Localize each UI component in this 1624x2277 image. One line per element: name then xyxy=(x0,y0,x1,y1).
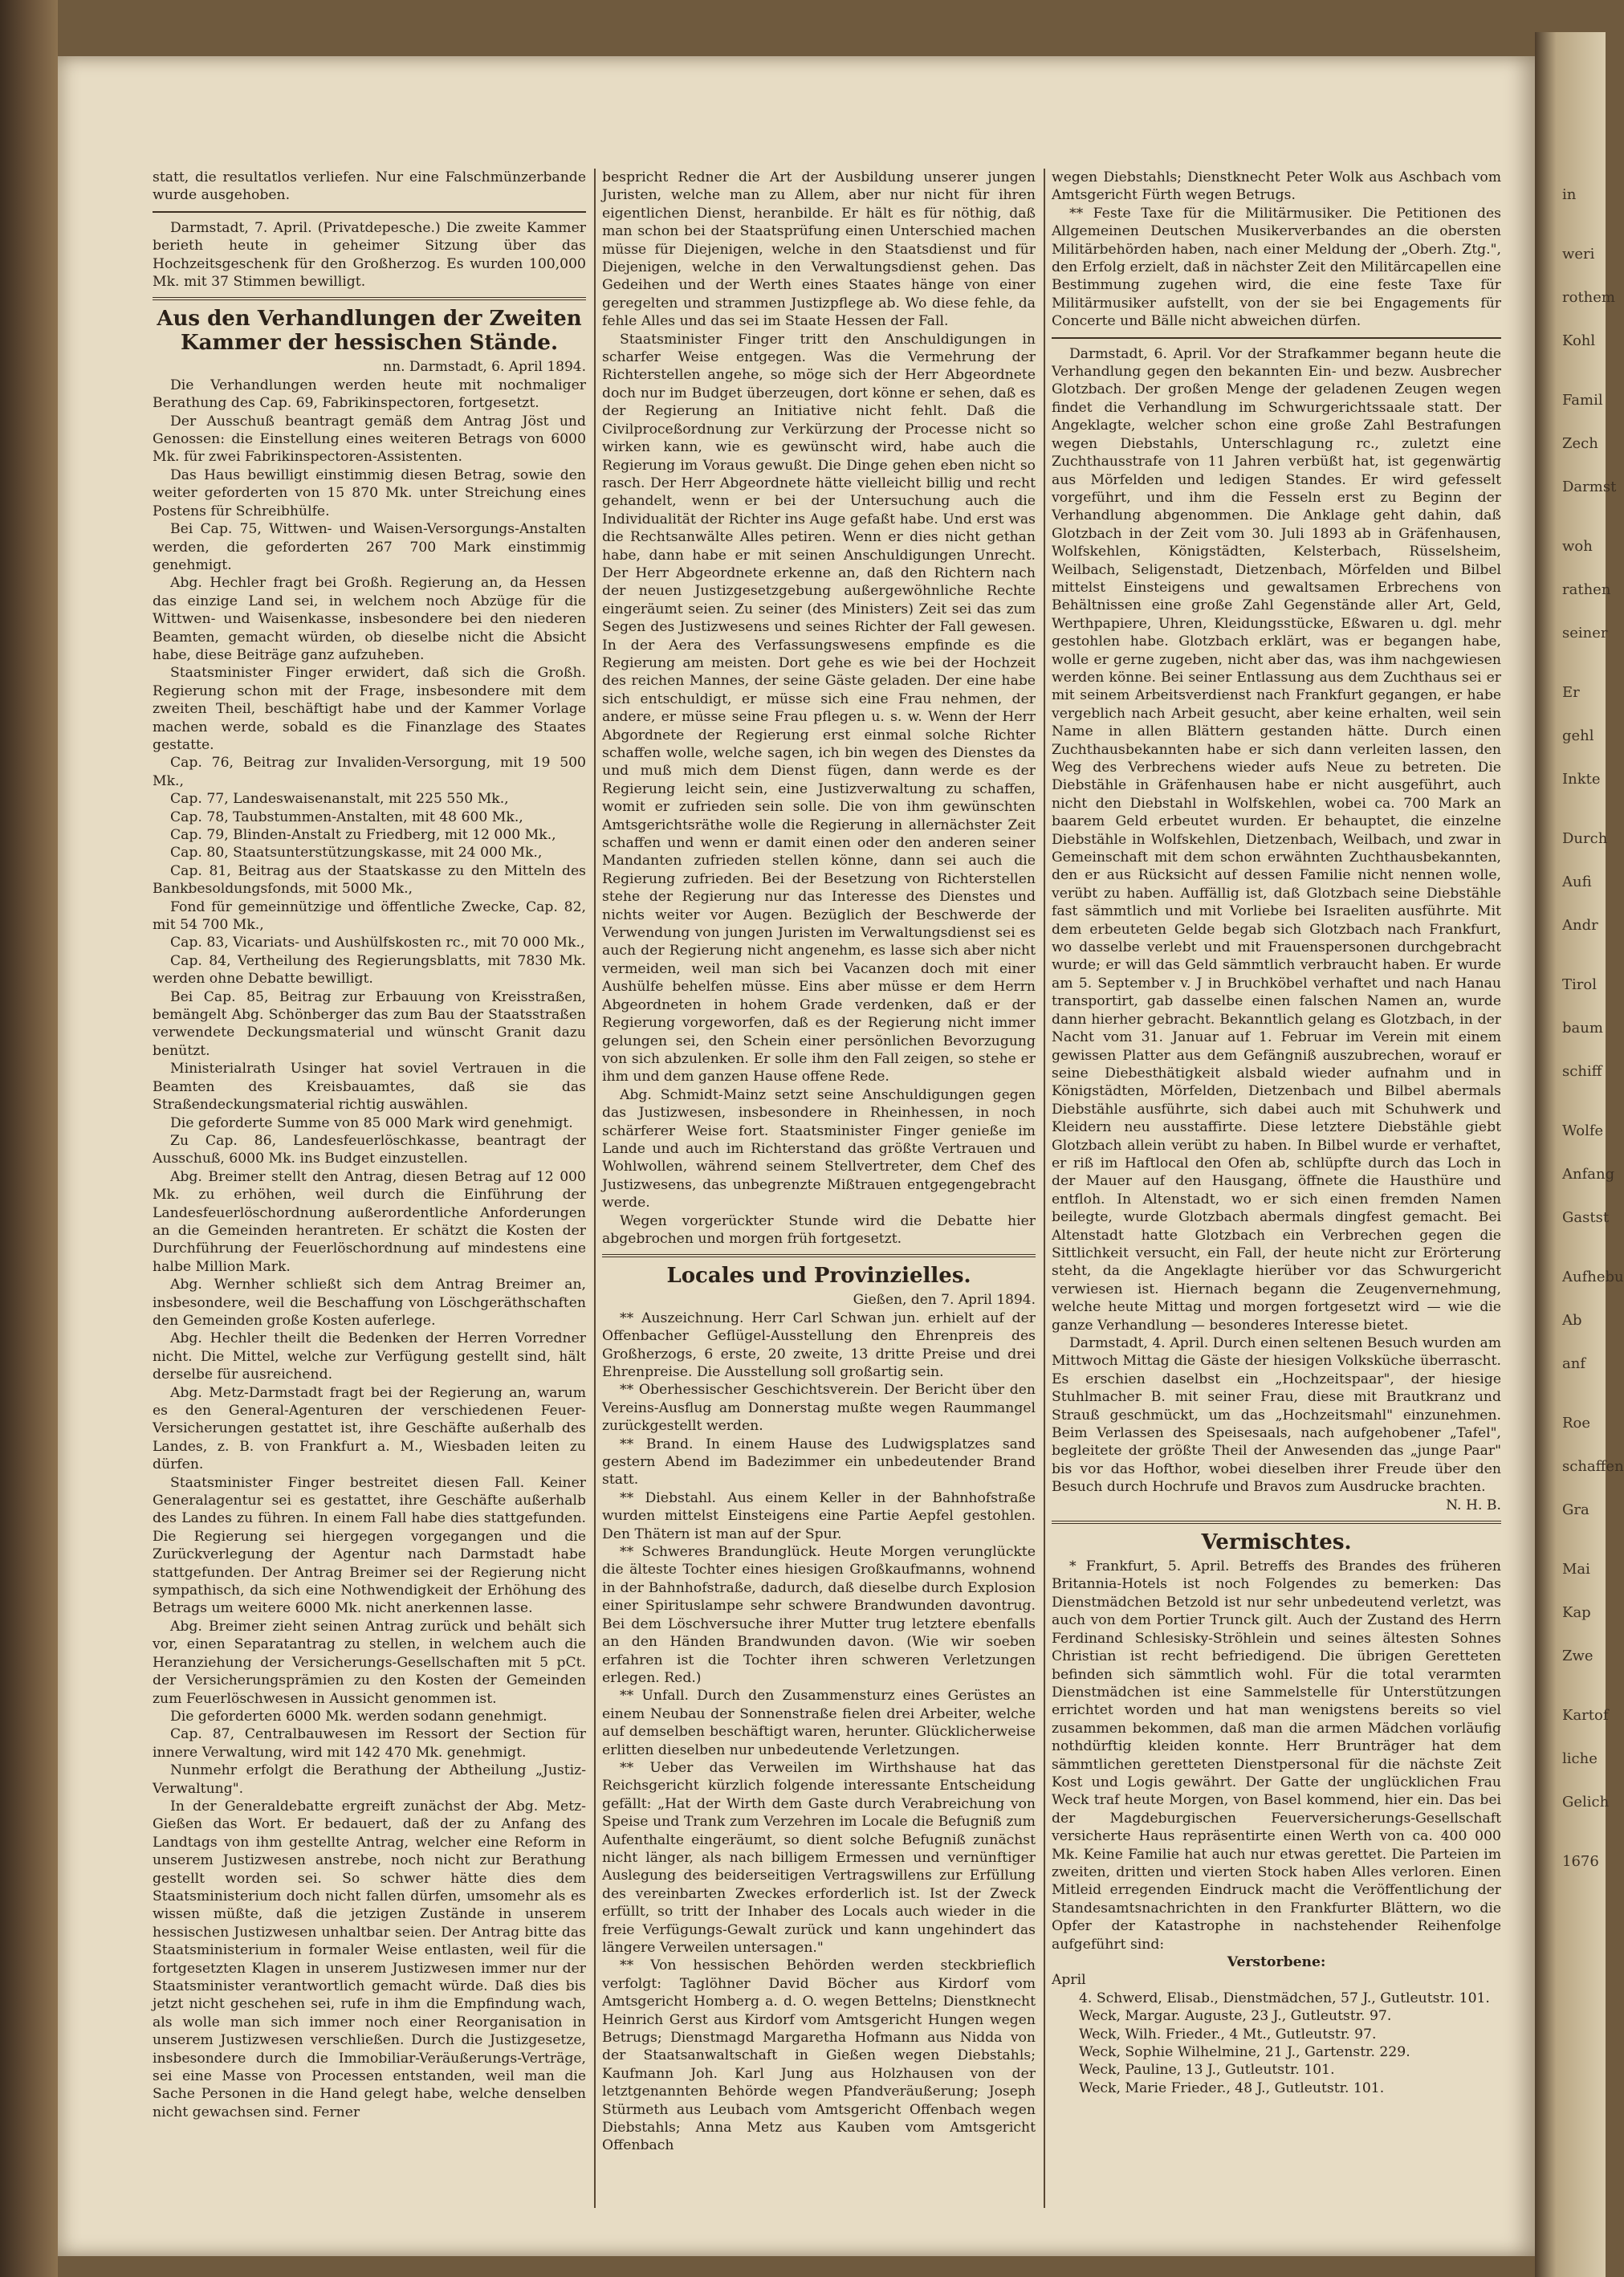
death-entry: Weck, Margar. Auguste, 23 J., Gutleutstr. 97. xyxy=(1079,2008,1392,2025)
col1-paragraph: Abg. Breimer zieht seinen Antrag zurück und behält sich vor, einen Separatantrag zu stellen, in welchem auch die Heranziehung der Versicherungs-Gesellschaften mit 5 pCt. der Versicherungsprämien zu den Kosten der Gemeinden zum Feuerlöschwesen in Aussicht genommen ist. xyxy=(153,1618,586,1707)
col2-news-item: ** Von hessischen Behörden werden steckbrieflich verfolgt: Taglöhner David Böcher aus Kirdorf vom Amtsgericht Homberg a. d. O. wegen Bettelns; Dienstknecht Heinrich Gerst aus Kirdorf vom Amtsgericht Hungen wegen Betrugs; Dienstmagd Margaretha Hofmann aus Nidda von der Staatsanwaltschaft in Gießen wegen Diebstahls; Kaufmann Joh. Karl Jung aus Holzhausen von der letztgenannten Behörde wegen Pfandveräußerung; Joseph Stürmeth aus Leubach vom Amtsgericht Offenbach wegen Diebstahls; Anna Metz aus Kauben vom Amtsgericht Offenbach xyxy=(602,1957,1036,2154)
col1-paragraph: Cap. 78, Taubstummen-Anstalten, mit 48 600 Mk., xyxy=(170,809,523,825)
col1-paragraph: Staatsminister Finger bestreitet diesen Fall. Keiner Generalagentur sei es gestattet, ihre Geschäfte außerhalb des Landes zu führen. In einem Fall habe dies stattgefunden. Die Regierung sei hiergegen vorgegangen und die Zurückverlegung der Agentur nach Darmstadt habe stattgefunden. Der Antrag Breimer sei der Regierung nicht sympathisch, da sich eine Nothwendigkeit der Erhöhung des Betrags um weitere 6000 Mk. nicht anerkennen lasse. xyxy=(153,1474,586,1617)
deaths-month: April xyxy=(1052,1972,1086,1989)
next-page-fragment: rothem xyxy=(1562,289,1615,306)
next-page-fragment: Mai xyxy=(1562,1561,1590,1578)
col1-paragraph: Fond für gemeinnützige und öffentliche Zwecke, Cap. 82, mit 54 700 Mk., xyxy=(153,898,586,934)
col1-paragraph: Ministerialrath Usinger hat soviel Vertrauen in die Beamten des Kreisbauamtes, daß sie das Straßendeckungsmaterial richtig auswählen. xyxy=(153,1061,586,1114)
next-page-fragment: schaffen xyxy=(1562,1458,1624,1475)
next-page-fragment: seiner xyxy=(1562,625,1608,642)
col1-paragraph: Abg. Metz-Darmstadt fragt bei der Regierung an, warum es den General-Agenturen der verschiedenen Feuer-Versicherungen gestattet ist, ihre Geschäfte außerhalb des Landes, z. B. von Frankfurt a. M., Wiesbaden leiten zu dürfen. xyxy=(153,1384,586,1473)
next-page-fragment: Famil xyxy=(1562,392,1603,409)
col1-paragraph: Abg. Breimer stellt den Antrag, diesen Betrag auf 12 000 Mk. zu erhöhen, weil durch die Einführung der Landesfeuerlöschordnung außerordentliche Anforderungen an die Gemeinden herantreten. Er schätzt die Kosten der Durchführung der Feuerlöschordnung auf mindestens eine halbe Million Mark. xyxy=(153,1168,586,1275)
col2-paragraph: Abg. Schmidt-Mainz setzt seine Anschuldigungen gegen das Justizwesen, insbesondere in Rheinhessen, in noch schärferer Weise fort. Staatsminister Finger genieße im Lande und auch im Richterstand das größte Vertrauen und Wohlwollen, während seinem Stellvertreter, dem Chef des Justizwesens, das unbegrenzte Mißtrauen entgegengebracht werde. xyxy=(602,1086,1036,1212)
col2-dateline: Gießen, den 7. April 1894. xyxy=(853,1292,1036,1309)
death-entry: 4. Schwerd, Elisab., Dienstmädchen, 57 J., Gutleutstr. 101. xyxy=(1079,1990,1490,2006)
col1-paragraph: Die Verhandlungen werden heute mit nochmaliger Berathung des Cap. 69, Fabrikinspectoren, fortgesetzt. xyxy=(153,377,586,412)
col1-paragraph: Zu Cap. 86, Landesfeuerlöschkasse, beantragt der Ausschuß, 6000 Mk. ins Budget einzustellen. xyxy=(153,1132,586,1167)
next-page-fragment: Kartof xyxy=(1562,1707,1609,1724)
column-3 xyxy=(1052,169,1501,2208)
next-page-fragment: in xyxy=(1562,186,1577,203)
next-page-fragment: Gelich xyxy=(1562,1794,1610,1811)
next-page-fragment: schiff xyxy=(1562,1063,1602,1080)
next-page-fragment: gehl xyxy=(1562,727,1594,744)
next-page-fragment: Anfang xyxy=(1562,1166,1615,1183)
col1-paragraph: Cap. 79, Blinden-Anstalt zu Friedberg, mit 12 000 Mk., xyxy=(170,827,556,843)
next-page-fragment: Kap xyxy=(1562,1604,1591,1621)
col1-paragraph: Abg. Wernher schließt sich dem Antrag Breimer an, insbesondere, weil die Beschaffung von Löschgeräthschaften den Gemeinden große Kosten auferlege. xyxy=(153,1277,586,1329)
next-page-fragment: woh xyxy=(1562,538,1593,555)
col1-paragraph: Cap. 87, Centralbauwesen im Ressort der Section für innere Verwaltung, wird mit 142 470 Mk. genehmigt. xyxy=(153,1726,586,1761)
col1-paragraph: Abg. Hechler theilt die Bedenken der Herren Vorredner nicht. Die Mittel, welche zur Verfügung gestellt sind, hält derselbe für ausreichend. xyxy=(153,1330,586,1383)
col2-paragraph: bespricht Redner die Art der Ausbildung unserer jungen Juristen, welche man zu Allem, aber nur nicht für ihren eigentlichen Dienst, heranbilde. Er hält es für nöthig, daß man schon bei der Staatsprüfung einen Unterschied machen müsse für Diejenigen, welche in den Staatsdienst und für Diejenigen, welche in den Verwaltungsdienst gehen. Das Gedeihen und der Werth eines Staates hänge von einer geregelten und strammen Justizpflege ab. Wo diese fehle, da fehle Alles und das sei im Staate Hessen der Fall. xyxy=(602,169,1036,330)
col1-paragraph: Staatsminister Finger erwidert, daß sich die Großh. Regierung schon mit der Frage, insbesondere mit dem zweiten Theil, beschäftigt habe und der Kammer Vorlage machen werde, sobald es die Finanzlage des Staates gestatte. xyxy=(153,665,586,753)
col1-paragraph: Die geforderten 6000 Mk. werden sodann genehmigt. xyxy=(170,1708,547,1725)
next-page-fragment: Darmst xyxy=(1562,479,1617,495)
col2-paragraph: Staatsminister Finger tritt den Anschuldigungen in scharfer Weise entgegen. Was die Vermehrung der Richterstellen angehe, so möge sich der Herr Abgeordnete doch nur im Budget überzeugen, dort könne er sehen, daß es der Regierung an Initiative nicht fehlt. Daß die Civilproceßordnung zur Verkürzung der Processe nicht so wirken kann, wie es gewünscht wird, habe auch die Regierung im Voraus gewußt. Die Dinge gehen eben nicht so rasch. Der Herr Abgeordnete hätte vielleicht billig und recht gehandelt, wenn er bei der Untersuchung auch die Individualität der Richter ins Auge gefaßt habe. Und erst was die Rechtsanwälte Alles petiren. Wenn er dies nicht gethan habe, dann habe er mit seinen Anschuldigungen Unrecht. Der Herr Abgeordnete erkenne an, daß den Richtern nach der neuen Justizgesetzgebung außergewöhnliche Rechte eingeräumt seien. Zu seiner (des Ministers) Zeit sei das zum Segen des Justizwesens und seines Richter der Fall gewesen. In der Aera des Verfassungswesens empfinde es die Regierung am meisten. Dort gehe es wie bei der Hochzeit des reichen Mannes, der seine Gäste geladen. Der eine habe sich entschuldigt, er müsse sich eine Frau nehmen, der andere, er müsse seine Frau pflegen u. s. w. Wenn der Herr Abgordnete der Regierung erst einmal solche Richter schaffen wolle, welche sagen, ich bin wegen des Dienstes da und muß mich dem Dienst fügen, dann werde es der Regierung leicht sein, eine Justizverwaltung zu schaffen, womit er zufrieden sein solle. Die von ihm gewünschten Amtsgerichtsräthe wolle die Regierung in allernächster Zeit schaffen und wenn er damit einen oder den anderen seiner Mandanten zufrieden stellen könne, dann sei auch die Regierung zufrieden. Bei der Besetzung von Richterstellen stehe der Regierung nur das Interesse des Dienstes und nichts weiter vor Augen. Bezüglich der Beschwerde der Verwendung von jungen Juristen im Verwaltungsdienst sei es auch der Regierung nicht angenehm, es lasse sich aber nicht vermeiden, weil man sich bei Vacanzen doch mit einer Aushülfe behelfen müsse. Eins aber müsse er dem Herrn Abgeordneten in hohem Grade verdenken, daß er der Regierung vorgeworfen, daß es der Regierung nicht immer gelungen sei, den Schein einer persönlichen Bevorzugung von sich abzulenken. Er solle ihm den Fall zeigen, so stehe er ihm und dem ganzen Hause offene Rede. xyxy=(602,331,1036,1086)
col1-intro: statt, die resultatlos verliefen. Nur eine Falschmünzerbande wurde ausgehoben. xyxy=(153,169,586,204)
col1-paragraph: Bei Cap. 75, Wittwen- und Waisen-Versorgungs-Anstalten werden, die geforderten 267 700 Mark einstimmig genehmigt. xyxy=(153,521,586,573)
next-page-fragment: Aufhebu xyxy=(1562,1269,1624,1285)
col1-paragraph: Abg. Hechler fragt bei Großh. Regierung an, da Hessen das einzige Land sei, in welchem noch Abzüge für die Wittwen- und Waisenkasse, insbesondere bei den niederen Beamten, gemacht würden, ob dieselbe nicht die Absicht habe, diese Beiträge ganz aufzuheben. xyxy=(153,575,586,663)
next-page-fragment: anf xyxy=(1562,1355,1585,1372)
col2-news-item: ** Brand. In einem Hause des Ludwigsplatzes sand gestern Abend im Badezimmer ein unbedeutender Brand statt. xyxy=(602,1436,1036,1489)
col1-paragraph: In der Generaldebatte ergreift zunächst der Abg. Metz-Gießen das Wort. Er bedauert, daß der zu Anfang des Landtags von ihm gestellte Antrag, welcher eine Reform in unserem Justizwesen anstrebe, noch nicht zur Berathung gestellt worden sei. So schwer hätte dies dem Staatsministerium doch nicht fallen dürfen, umsomehr als es wissen müßte, daß die jetzigen Zustände in unserem hessischen Justizwesen unhaltbar seien. Der Antrag bitte das Staatsministerium in formaler Weise entlasten, weil für die fortgesetzten Klagen in unserem Justizwesen immer nur der Staatsminister verantwortlich gemacht würde. Daß dies bis jetzt nicht geschehen sei, rufe in ihm die Empfindung wach, als wolle man sich immer noch einer Reorganisation in unserem Justizwesen verschließen. Durch die Justizgesetze, insbesondere durch die Immobiliar-Veräußerungs-Verträge, sei eine Masse von Processen entstanden, weil man die Sache Personen in die Hand gelegt habe, welche denselben nicht gewachsen sind. Ferner xyxy=(153,1798,586,2120)
col2-heading: Locales und Provinzielles. xyxy=(666,1264,971,1289)
next-page-fragment: Gastst xyxy=(1562,1209,1610,1226)
col1-paragraph: Cap. 76, Beitrag zur Invaliden-Versorgung, mit 19 500 Mk., xyxy=(153,755,586,789)
column-2 xyxy=(602,169,1036,2208)
death-entry: Weck, Marie Frieder., 48 J., Gutleutstr. 101. xyxy=(1079,2079,1385,2096)
col1-paragraph: Cap. 81, Beitrag aus der Staatskasse zu den Mitteln des Bankbesoldungsfonds, mit 5000 Mk., xyxy=(153,862,586,898)
col2-news-item: ** Oberhessischer Geschichtsverein. Der Bericht über den Vereins-Ausflug am Donnerstag mußte wegen Raummangel zurückgestellt werden. xyxy=(602,1382,1036,1435)
next-page-fragment: 1676 xyxy=(1562,1853,1599,1870)
next-page-fragment: Ab xyxy=(1562,1312,1582,1329)
col1-paragraph: Bei Cap. 85, Beitrag zur Erbauung von Kreisstraßen, bemängelt Abg. Schönberger das zum Bau der Staatsstraßen verwendete Deckungsmaterial und wünscht Granit dazu benützt. xyxy=(153,988,586,1059)
col1-paragraph: Cap. 84, Vertheilung des Regierungsblatts, mit 7830 Mk. werden ohne Debatte bewilligt. xyxy=(153,952,586,988)
deaths-heading: Verstorbene: xyxy=(1227,1954,1326,1970)
next-page-fragment: Durch xyxy=(1562,830,1608,847)
col2-news-item: ** Auszeichnung. Herr Carl Schwan jun. erhielt auf der Offenbacher Geflügel-Ausstellung den Ehrenpreis des Großherzogs, 6 erste, 20 zweite, 13 dritte Preise und drei Ehrenpreise. Die Ausstellung soll großartig sein. xyxy=(602,1310,1036,1380)
next-page-fragment: Zech xyxy=(1562,435,1598,452)
next-page-fragment: Zwe xyxy=(1562,1648,1593,1664)
next-page-fragment: rathen xyxy=(1562,581,1611,598)
col2-paragraph: Wegen vorgerückter Stunde wird die Debatte hier abgebrochen und morgen früh fortgesetzt. xyxy=(602,1212,1036,1247)
col2-news-item: ** Diebstahl. Aus einem Keller in der Bahnhofstraße wurden mittelst Einsteigens eine Partie Aepfel gestohlen. Den Thätern ist man auf der Spur. xyxy=(602,1489,1036,1542)
deaths-list xyxy=(1052,1990,1501,2097)
col3-paragraph: ** Feste Taxe für die Militärmusiker. Die Petitionen des Allgemeinen Deutschen Musikerverbandes an die obersten Militärbehörden haben, nach einer Meldung der „Oberh. Ztg.", den Erfolg erzielt, daß in nächster Zeit den Militärcapellen eine Bestimmung zugehen wird, die eine feste Taxe für Militärmusiker aufstellt, von der sie bei Engagements für Concerte und Bälle nicht abweichen dürfen. xyxy=(1052,205,1501,330)
col3-paragraph: wegen Diebstahls; Dienstknecht Peter Wolk aus Aschbach vom Amtsgericht Fürth wegen Betrugs. xyxy=(1052,169,1501,204)
next-page-fragment: Inkte xyxy=(1562,771,1601,788)
next-page-fragment: Andr xyxy=(1562,917,1598,934)
column-rule xyxy=(594,169,596,2208)
col2-news-item: ** Ueber das Verweilen im Wirthshause hat das Reichsgericht kürzlich folgende interessante Entscheidung gefällt: „Hat der Wirth dem Gaste durch Verabreichung von Speise und Trank zum Verzehren im Locale die Befugniß zum Aufenthalte eingeräumt, so dient solche Befugniß zunächst nicht länger, als nach billigem Ermessen und vernünftiger Auslegung des beiderseitigen Vertragswillens zur Erfüllung des vereinbarten Zweckes erforderlich ist. Ist der Zweck erfüllt, so tritt der Inhaber des Locals auch wieder in die freie Verfügungs-Gewalt zurück und kann ungehindert das längere Verweilen untersagen." xyxy=(602,1759,1036,1956)
book-binding xyxy=(0,0,58,2277)
col3-paragraph: Darmstadt, 4. April. Durch einen seltenen Besuch wurden am Mittwoch Mittag die Gäste der hiesigen Volksküche überrascht. Es erschien daselbst ein „Hochzeitspaar", der hiesige Stuhlmacher B. mit seiner Frau, diese mit Brautkranz und Strauß geschmückt, um das „Hochzeitsmahl" einzunehmen. Beim Verlassen des Speisesaals, nach aufgehobener „Tafel", begleitete der größte Theil der Anwesenden das „junge Paar" bis vor das Hofthor, wobei dieselben ihrer Freude über den Besuch durch Hochrufe und Bravos zum Ausdrucke brachten. xyxy=(1052,1335,1501,1496)
next-page-fragment: liche xyxy=(1562,1750,1598,1767)
next-page-fragment: Kohl xyxy=(1562,332,1596,349)
col1-dateline: nn. Darmstadt, 6. April 1894. xyxy=(383,359,586,376)
column-rule xyxy=(1044,169,1045,2208)
next-page-fragment: Wolfe xyxy=(1562,1122,1604,1139)
next-page-edge xyxy=(1535,32,1624,2277)
next-page-fragment: Er xyxy=(1562,684,1580,701)
col3-heading: Vermischtes. xyxy=(1201,1530,1352,1555)
next-page-fragment: Tirol xyxy=(1562,976,1597,993)
col1-heading: Aus den Verhandlungen der Zweiten Kammer der hessischen Stände. xyxy=(157,307,582,356)
death-entry: Weck, Pauline, 13 J., Gutleutstr. 101. xyxy=(1079,2062,1335,2079)
col3-paragraph: Darmstadt, 6. April. Vor der Strafkammer begann heute die Verhandlung gegen den bekannten Ein- und bezw. Ausbrecher Glotzbach. Der großen Menge der geladenen Zeugen wegen findet die Verhandlung im Schwurgerichtssaale statt. Der Angeklagte, welcher schon eine große Zahl Bestrafungen wegen Diebstahls, Unterschlagung rc., zuletzt eine Zuchthausstrafe von 11 Jahren verbüßt hat, ist gegenwärtig aus Mörfelden und ledigen Standes. Er wird gefesselt vorgeführt, und ihm die Fesseln erst zu Beginn der Verhandlung abgenommen. Die Anklage geht dahin, daß Glotzbach in der Zeit vom 30. Juli 1893 ab in Gräfenhausen, Wolfskehlen, Königstädten, Kelsterbach, Rüsselsheim, Weilbach, Seligenstadt, Dietzenbach, Mörfelden und Bilbel mittelst Einsteigens und gewaltsamen Erbrechens von Behältnissen eine große Zahl Gegenstände aller Art, Geld, Werthpapiere, Uhren, Kleidungsstücke, Eßwaren u. dgl. mehr gestohlen habe. Glotzbach erklärt, was er begangen habe, wolle er gerne zugeben, nicht aber das, was ihm nachgewiesen werden könne. Bei seiner Entlassung aus dem Zuchthaus sei er mit seinem Arbeitsverdienst nach Frankfurt gegangen, er habe vergeblich nach Arbeit gesucht, aber keine erhalten, weil sein Name in allen Blättern gestanden hätte. Durch einen Zuchthausbekannten habe er sich dann verleiten lassen, den Weg des Verbrechens wieder aufs Neue zu betreten. Die Diebstähle in Gräfenhausen habe er nicht ausgeführt, auch nicht den Diebstahl in Wolfskehlen, wobei ca. 700 Mark an baarem Geld erbeutet wurden. Er behauptet, die einzelne Diebstähle in Wolfskehlen, Dietzenbach, Weilbach, und zwar in Gemeinschaft mit dem schon erwähnten Zuchthausbekannten, den er aus Rücksicht auf dessen Familie nicht nennen wolle, verübt zu haben. Auffällig ist, daß Glotzbach seine Diebstähle fast sämmtlich und mit Vorliebe bei Israeliten ausführte. Mit dem erbeuteten Gelde begab sich Glotzbach nach Frankfurt, wo dasselbe verlebt und mit Frauenspersonen durchgebracht wurde; er will das Geld sämmtlich verbraucht haben. Er wurde am 5. September v. J in Bruchköbel verhaftet und nach Hanau transportirt, gab dasselbe einen falschen Namen an, wurde dann hierher gebracht. Bekanntlich gelang es Glotzbach, in der Nacht vom 31. Januar auf 1. Februar im Verein mit einem gewissen Platter aus dem Gefängniß auszubrechen, worauf er seine Diebesthätigkeit alsbald wieder aufnahm und in Königstädten, Mörfelden, Dietzenbach und Bilbel abermals Diebstähle ausführte, sich dabei auch mit Schuhwerk und Kleidern neu ausstaffirte. Diese letztere Diebstähle giebt Glotzbach allein verübt zu haben. In Bilbel wurde er verhaftet, er riß im Haftlocal den Ofen ab, schlüpfte durch das Loch in der Mauer auf den Hausgang, öffnete die Hausthüre und entfloh. In Altenstadt, wo er sich einen fremden Namen beilegte, wurde Glotzbach abermals dingfest gemacht. Bei Altenstadt hatte Glotzbach ein Verbrechen gegen die Sittlichkeit versucht, ein Fall, der heute nicht zur Erörterung steht, da die Angeklagte hierüber vor das Schwurgericht verwiesen ist. Hiernach begann die Zeugenvernehmung, welche heute Mittag und morgen fortgesetzt wird — wie die ganze Verhandlung — besonderes Interesse bietet. xyxy=(1052,345,1501,1334)
col1-paragraph: Der Ausschuß beantragt gemäß dem Antrag Jöst und Genossen: die Einstellung eines weiteren Betrags von 6000 Mk. für zwei Fabrikinspectoren-Assistenten. xyxy=(153,413,586,466)
col1-darmstadt-note: Darmstadt, 7. April. (Privatdepesche.) Die zweite Kammer berieth heute in geheimer Sitzung über das Hochzeitsgeschenk für den Großherzog. Es wurden 100,000 Mk. mit 37 Stimmen bewilligt. xyxy=(153,219,586,291)
col1-paragraph: Cap. 80, Staatsunterstützungskasse, mit 24 000 Mk., xyxy=(170,845,543,862)
death-entry: Weck, Sophie Wilhelmine, 21 J., Gartenstr. 229. xyxy=(1079,2044,1410,2061)
column-1 xyxy=(153,169,586,2208)
next-page-fragment: weri xyxy=(1562,246,1595,263)
col1-body xyxy=(153,377,586,2121)
death-entry: Weck, Wilh. Frieder., 4 Mt., Gutleutstr. 97. xyxy=(1079,2026,1377,2043)
next-page-fragment: baum xyxy=(1562,1020,1603,1037)
next-page-fragment: Aufi xyxy=(1562,874,1592,890)
next-page-fragment: Roe xyxy=(1562,1415,1591,1432)
col1-paragraph: Cap. 77, Landeswaisenanstalt, mit 225 550 Mk., xyxy=(170,791,509,808)
col2-news-item: ** Schweres Brandunglück. Heute Morgen verunglückte die älteste Tochter eines hiesigen Großkaufmanns, wohnend in der Bahnhofstraße, dadurch, daß dieselbe durch Explosion einer Spirituslampe sehr schwere Brandwunden davontrug. Bei dem Löschversuche ihrer Mutter trug letztere ebenfalls an den Händen Brandwunden davon. (Wie wir soeben erfahren ist die Tochter ihren schweren Verletzungen erlegen. Red.) xyxy=(602,1544,1036,1686)
col3-paragraph: * Frankfurt, 5. April. Betreffs des Brandes des früheren Britannia-Hotels ist noch Folgendes zu bemerken: Das Dienstmädchen Betzold ist nur sehr unbedeutend verletzt, was auch von dem Portier Trunck gilt. Auch der Zustand des Herrn Ferdinand Schlesisky-Ströhlein und seines ältesten Sohnes Christian ist recht befriedigend. Die übrigen Geretteten befinden sich sämmtlich wohl. Für die total verarmten Dienstmädchen ist eine Sammelstelle für Unterstützungen errichtet worden und hat man wenigstens bereits so viel zusammen bekommen, daß man die armen Mädchen vorläufig nothdürftig kleiden konnte. Herr Brunträger hat dem sämmtlichen geretteten Dienstpersonal für die nächste Zeit Kost und Logis gewährt. Der Gatte der unglücklichen Frau Weck traf heute Morgen, von Basel kommend, hier ein. Das bei der Magdeburgischen Feuerversicherungs-Gesellschaft versicherte Haus repräsentirte einen Werth von ca. 400 000 Mk. Keine Familie hat auch nur etwas gerettet. Die Parteien im zweiten, dritten und vierten Stock haben Alles verloren. Einen Mitleid erregenden Eindruck macht die Veröffentlichung der Standesamtsnachrichten in den Frankfurter Blättern, wo die Opfer der Katastrophe in nachstehender Reihenfolge aufgeführt sind: xyxy=(1052,1558,1501,1953)
newspaper-page xyxy=(58,56,1535,2256)
col3-signature: N. H. B. xyxy=(1446,1497,1501,1513)
col2-news-item: ** Unfall. Durch den Zusammensturz eines Gerüstes an einem Neubau der Sonnenstraße fielen drei Arbeiter, welche auf demselben beschäftigt waren, herunter. Glücklicherweise erlitten dieselben nur unbedeutende Verletzungen. xyxy=(602,1688,1036,1758)
col1-paragraph: Das Haus bewilligt einstimmig diesen Betrag, sowie den weiter geforderten von 15 870 Mk. unter Streichung eines Postens für Schreibhülfe. xyxy=(153,466,586,519)
col1-paragraph: Nunmehr erfolgt die Berathung der Abtheilung „Justiz-Verwaltung". xyxy=(153,1762,586,1797)
col1-paragraph: Cap. 83, Vicariats- und Aushülfskosten rc., mit 70 000 Mk., xyxy=(170,935,585,951)
col1-paragraph: Die geforderte Summe von 85 000 Mark wird genehmigt. xyxy=(170,1114,573,1131)
next-page-fragment: Gra xyxy=(1562,1501,1589,1518)
